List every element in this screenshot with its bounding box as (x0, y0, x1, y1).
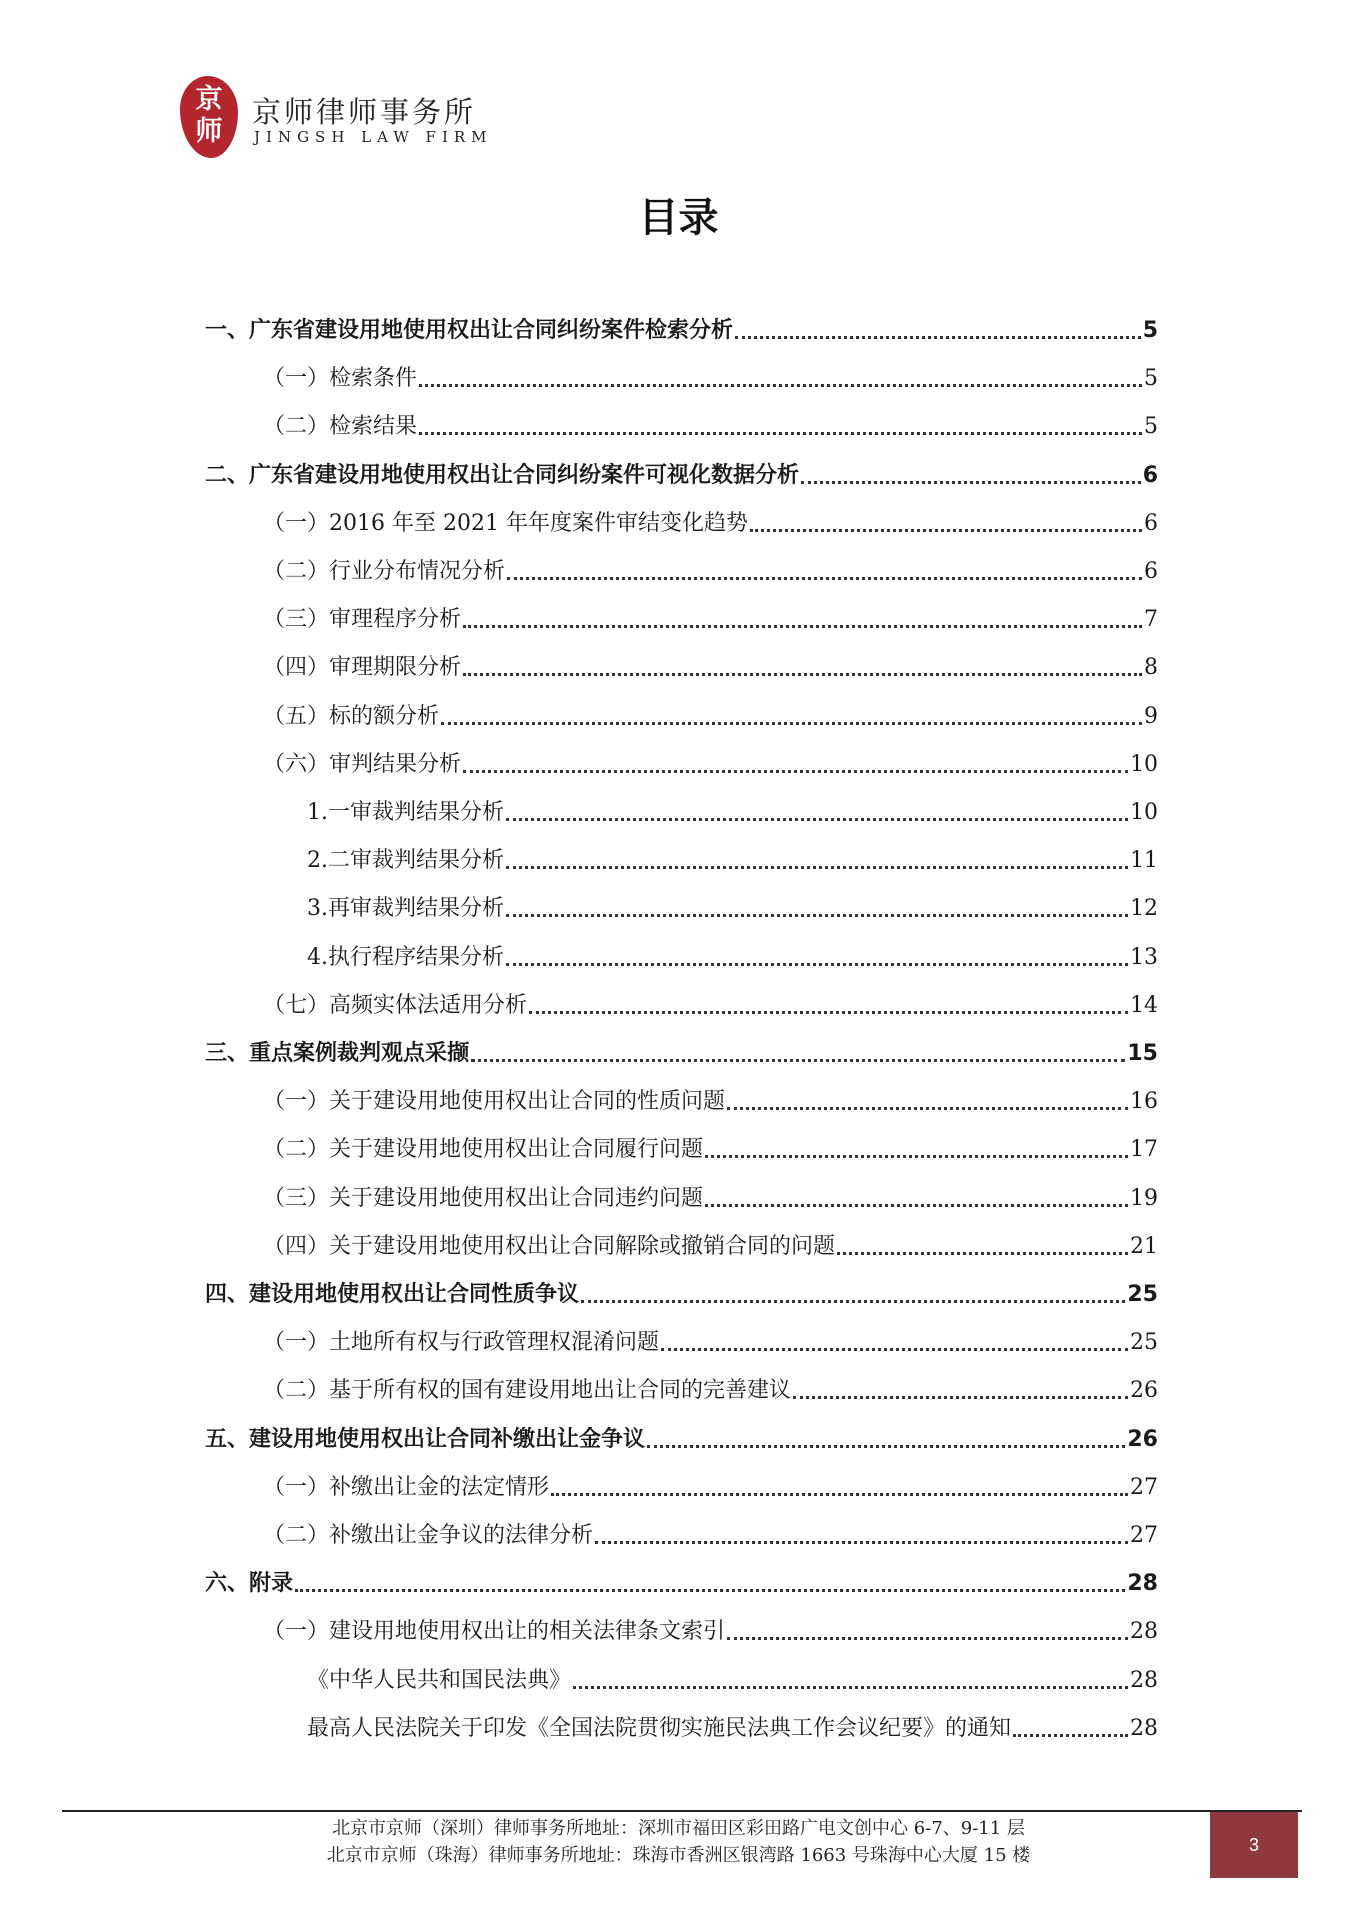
toc-entry-title: （四）关于建设用地使用权出让合同解除或撤销合同的问题 (263, 1234, 836, 1259)
toc-entry-title: （一）建设用地使用权出让的相关法律条文索引 (263, 1619, 726, 1644)
toc-entry-title: （二）行业分布情况分析 (263, 559, 506, 584)
toc-entry[interactable] (263, 1370, 1158, 1406)
toc-entry-page: 26 (1130, 1378, 1158, 1403)
toc-entry-title: 《中华人民共和国民法典》 (307, 1668, 572, 1693)
toc-entry[interactable] (307, 840, 1158, 876)
toc-entry[interactable] (263, 1178, 1158, 1214)
toc-entry-title: （五）标的额分析 (263, 704, 440, 729)
toc-entry-page: 26 (1127, 1427, 1158, 1452)
toc-entry[interactable] (263, 358, 1158, 394)
toc-entry-page: 5 (1142, 318, 1158, 343)
toc-leader-dots (801, 481, 1141, 484)
toc-entry[interactable] (263, 1081, 1158, 1117)
toc-entry-title: 六、附录 (205, 1571, 294, 1596)
toc-entry-page: 16 (1130, 1089, 1158, 1114)
toc-entry-page: 11 (1130, 848, 1158, 873)
toc-entry-title: （七）高频实体法适用分析 (263, 993, 528, 1018)
toc-entry-title: （一）补缴出让金的法定情形 (263, 1475, 550, 1500)
toc-leader-dots (463, 673, 1142, 676)
toc-entry-title: （二）关于建设用地使用权出让合同履行问题 (263, 1137, 704, 1162)
toc-entry-title: （六）审判结果分析 (263, 752, 462, 777)
toc-entry-title: 1.一审裁判结果分析 (307, 800, 504, 825)
toc-entry[interactable] (263, 406, 1158, 442)
toc-entry-title: 3.再审裁判结果分析 (307, 896, 504, 921)
toc-leader-dots (551, 1493, 1128, 1496)
firm-logo (180, 72, 540, 160)
toc-entry-title: （一）2016 年至 2021 年年度案件审结变化趋势 (263, 511, 748, 536)
toc-entry-title: 2.二审裁判结果分析 (307, 848, 504, 873)
seal-char: 师 (195, 116, 223, 147)
toc-entry-title: 五、建设用地使用权出让合同补缴出让金争议 (205, 1427, 646, 1452)
toc-entry-title: （一）关于建设用地使用权出让合同的性质问题 (263, 1089, 726, 1114)
toc-entry-page: 9 (1144, 704, 1158, 729)
toc-entry[interactable] (205, 455, 1158, 491)
toc-entry[interactable] (263, 599, 1158, 635)
toc-leader-dots (506, 914, 1128, 917)
toc-entry-title: （三）关于建设用地使用权出让合同违约问题 (263, 1186, 704, 1211)
toc-entry-page: 6 (1144, 559, 1158, 584)
toc-entry[interactable] (263, 696, 1158, 732)
toc-leader-dots (705, 1204, 1128, 1207)
toc-entry-page: 5 (1144, 366, 1158, 391)
toc-entry[interactable] (263, 1129, 1158, 1165)
toc-entry[interactable] (307, 1708, 1158, 1744)
toc-leader-dots (1013, 1734, 1128, 1737)
toc-entry-page: 28 (1127, 1571, 1158, 1596)
toc-entry-title: （二）补缴出让金争议的法律分析 (263, 1523, 594, 1548)
toc-entry-page: 21 (1130, 1234, 1158, 1259)
toc-leader-dots (581, 1300, 1125, 1303)
toc-entry-title: 三、重点案例裁判观点采撷 (205, 1041, 470, 1066)
toc-entry-page: 10 (1130, 800, 1158, 825)
toc-entry[interactable] (307, 937, 1158, 973)
toc-entry[interactable] (263, 1226, 1158, 1262)
toc-entry-title: 一、广东省建设用地使用权出让合同纠纷案件检索分析 (205, 318, 734, 343)
footer-address (0, 1815, 1357, 1869)
toc-entry-page: 25 (1127, 1282, 1158, 1307)
toc-entry-title: （一）土地所有权与行政管理权混淆问题 (263, 1330, 660, 1355)
toc-leader-dots (463, 625, 1142, 628)
toc-entry[interactable] (205, 1033, 1158, 1069)
toc-leader-dots (793, 1396, 1128, 1399)
toc-entry-page: 17 (1130, 1137, 1158, 1162)
toc-entry-page: 19 (1130, 1186, 1158, 1211)
firm-name-cn: 京师律师事务所 (252, 95, 477, 129)
toc-entry-title: 四、建设用地使用权出让合同性质争议 (205, 1282, 580, 1307)
toc-entry-title: （二）基于所有权的国有建设用地出让合同的完善建议 (263, 1378, 792, 1403)
toc-entry[interactable] (307, 888, 1158, 924)
toc-leader-dots (471, 1059, 1125, 1062)
toc-leader-dots (647, 1445, 1125, 1448)
toc-entry[interactable] (205, 1419, 1158, 1455)
toc-entry[interactable] (263, 1611, 1158, 1647)
toc-leader-dots (661, 1348, 1128, 1351)
toc-entry-page: 12 (1130, 896, 1158, 921)
toc-leader-dots (735, 336, 1141, 339)
firm-name-en: JINGSH LAW FIRM (254, 128, 493, 146)
toc-entry[interactable] (263, 551, 1158, 587)
footer-address-zhuhai: 北京市京师（珠海）律师事务所地址：珠海市香洲区银湾路 1663 号珠海中心大厦 15 楼 (326, 1845, 1031, 1866)
toc-entry-page: 28 (1130, 1668, 1158, 1693)
toc-entry[interactable] (263, 744, 1158, 780)
toc-entry-title: （三）审理程序分析 (263, 607, 462, 632)
page-number: 3 (1210, 1812, 1298, 1878)
toc-leader-dots (529, 1011, 1128, 1014)
toc-leader-dots (295, 1589, 1125, 1592)
toc-entry[interactable] (263, 503, 1158, 539)
toc-entry-page: 7 (1144, 607, 1158, 632)
toc-entry-page: 6 (1142, 463, 1158, 488)
toc-leader-dots (837, 1252, 1128, 1255)
toc-leader-dots (507, 577, 1142, 580)
toc-entry-page: 6 (1144, 511, 1158, 536)
toc-entry[interactable] (263, 647, 1158, 683)
toc-entry-page: 25 (1130, 1330, 1158, 1355)
toc-leader-dots (463, 770, 1128, 773)
toc-entry[interactable] (263, 1322, 1158, 1358)
toc-entry-title: （四）审理期限分析 (263, 655, 462, 680)
toc-leader-dots (419, 432, 1142, 435)
toc-leader-dots (441, 722, 1142, 725)
toc-entry[interactable] (307, 792, 1158, 828)
toc-entry-page: 5 (1144, 414, 1158, 439)
toc-entry-page: 27 (1130, 1523, 1158, 1548)
toc-entry-page: 13 (1130, 945, 1158, 970)
toc-entry-page: 8 (1144, 655, 1158, 680)
toc-entry[interactable] (205, 1274, 1158, 1310)
toc-leader-dots (573, 1686, 1128, 1689)
toc-entry[interactable] (205, 310, 1158, 346)
toc-entry[interactable] (263, 985, 1158, 1021)
toc-leader-dots (705, 1155, 1128, 1158)
toc-entry-title: （二）检索结果 (263, 414, 418, 439)
toc-entry-page: 28 (1130, 1716, 1158, 1741)
footer-address-shenzhen: 北京市京师（深圳）律师事务所地址：深圳市福田区彩田路广电文创中心 6-7、9-11 层 (332, 1818, 1025, 1839)
toc-entry[interactable] (263, 1467, 1158, 1503)
toc-entry[interactable] (263, 1515, 1158, 1551)
toc-leader-dots (750, 529, 1142, 532)
toc-entry-page: 10 (1130, 752, 1158, 777)
toc-entry[interactable] (205, 1563, 1158, 1599)
toc-leader-dots (506, 866, 1128, 869)
toc-leader-dots (727, 1107, 1128, 1110)
toc-entry-page: 28 (1130, 1619, 1158, 1644)
toc-entry-title: 最高人民法院关于印发《全国法院贯彻实施民法典工作会议纪要》的通知 (307, 1716, 1012, 1741)
toc-entry-title: （一）检索条件 (263, 366, 418, 391)
footer-divider (62, 1810, 1302, 1812)
seal-logo-icon (180, 76, 238, 158)
toc-entry-title: 二、广东省建设用地使用权出让合同纠纷案件可视化数据分析 (205, 463, 800, 488)
toc-leader-dots (506, 818, 1128, 821)
toc-entry-page: 14 (1130, 993, 1158, 1018)
toc-entry[interactable] (307, 1660, 1158, 1696)
toc-entry-page: 27 (1130, 1475, 1158, 1500)
toc-leader-dots (595, 1541, 1128, 1544)
toc-leader-dots (419, 384, 1142, 387)
seal-char: 京 (195, 84, 223, 115)
page-title: 目录 (638, 195, 719, 241)
toc-leader-dots (727, 1637, 1128, 1640)
toc-entry-page: 15 (1127, 1041, 1158, 1066)
toc-entry-title: 4.执行程序结果分析 (307, 945, 504, 970)
toc-leader-dots (506, 963, 1128, 966)
